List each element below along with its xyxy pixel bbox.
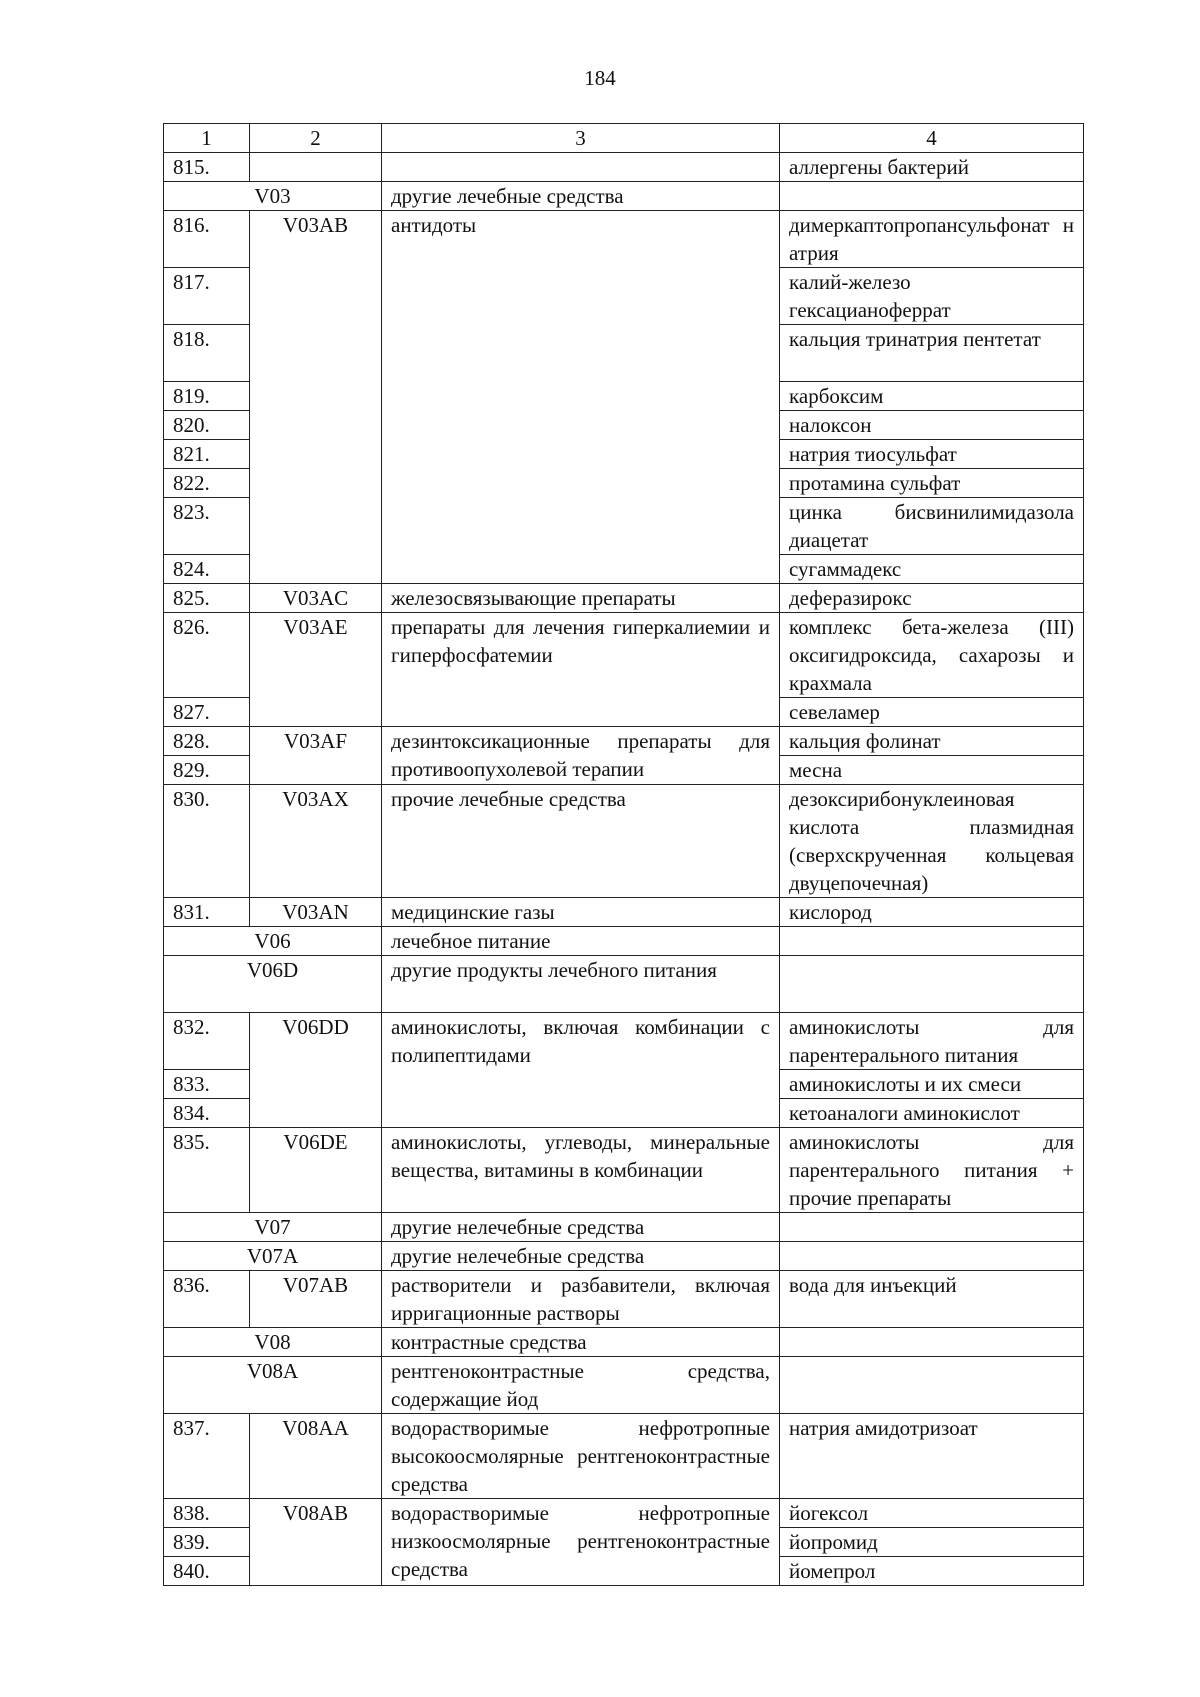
group-row (164, 182, 1084, 211)
drug-name-cell: протамина сульфат (780, 469, 1084, 498)
drug-name-cell (780, 1328, 1084, 1357)
drug-name-cell: йогексол (780, 1499, 1084, 1528)
page-number: 184 (584, 66, 616, 90)
table-row (164, 584, 1084, 613)
row-number: 836. (164, 1271, 250, 1328)
atc-code-cell (250, 153, 382, 182)
table-header-row (164, 124, 1084, 153)
drug-name-cell: месна (780, 756, 1084, 785)
row-number: 827. (164, 698, 250, 727)
drug-name-cell: кальция фолинат (780, 727, 1084, 756)
row-number: 838. (164, 1499, 250, 1528)
column-header: 1 (164, 124, 250, 153)
group-name-cell: растворители и разбавители, включая ирригационные растворы (382, 1271, 780, 1328)
row-number: 839. (164, 1528, 250, 1557)
row-number: 835. (164, 1128, 250, 1213)
row-number: 823. (164, 498, 250, 555)
group-name-cell: прочие лечебные средства (382, 785, 780, 898)
atc-code-cell: V08A (164, 1357, 382, 1414)
drug-name-cell: димеркаптопропансульфонат натрия (780, 211, 1084, 268)
row-number: 822. (164, 469, 250, 498)
drug-name-cell (780, 927, 1084, 956)
row-number: 829. (164, 756, 250, 785)
drug-name-cell: калий-железо гексацианоферрат (780, 268, 1084, 325)
column-header: 4 (780, 124, 1084, 153)
group-name-cell: железосвязывающие препараты (382, 584, 780, 613)
atc-code-cell: V08AA (250, 1414, 382, 1499)
group-name-cell: другие нелечебные средства (382, 1213, 780, 1242)
row-number: 834. (164, 1099, 250, 1128)
atc-code-cell: V06 (164, 927, 382, 956)
drug-table (163, 123, 1084, 1586)
group-name-cell: аминокислоты, включая комбинации с полипептидами (382, 1013, 780, 1128)
table-row (164, 1128, 1084, 1213)
table-row (164, 211, 1084, 268)
group-row (164, 1242, 1084, 1271)
drug-name-cell: кетоаналоги аминокислот (780, 1099, 1084, 1128)
drug-name-cell (780, 1242, 1084, 1271)
group-name-cell: водорастворимые нефротропные высокоосмолярные рентгеноконтрастные средства (382, 1414, 780, 1499)
row-number: 837. (164, 1414, 250, 1499)
group-name-cell: медицинские газы (382, 898, 780, 927)
drug-name-cell: аминокислоты для парентерального питания + прочие препараты (780, 1128, 1084, 1213)
atc-code-cell: V03AN (250, 898, 382, 927)
group-name-cell: водорастворимые нефротропные низкоосмолярные рентгеноконтрастные средства (382, 1499, 780, 1586)
drug-name-cell: аллергены бактерий (780, 153, 1084, 182)
row-number: 832. (164, 1013, 250, 1070)
group-row (164, 956, 1084, 1013)
atc-code-cell: V03AC (250, 584, 382, 613)
group-name-cell: дезинтоксикационные препараты для противоопухолевой терапии (382, 727, 780, 785)
drug-name-cell: деферазирокс (780, 584, 1084, 613)
atc-code-cell: V06DE (250, 1128, 382, 1213)
atc-code-cell: V03 (164, 182, 382, 211)
drug-name-cell (780, 182, 1084, 211)
drug-name-cell: натрия тиосульфат (780, 440, 1084, 469)
drug-name-cell: кальция тринатрия пентетат (780, 325, 1084, 382)
atc-code-cell: V07A (164, 1242, 382, 1271)
row-number: 833. (164, 1070, 250, 1099)
drug-name-cell: йомепрол (780, 1557, 1084, 1586)
row-number: 824. (164, 555, 250, 584)
column-header: 3 (382, 124, 780, 153)
table-row (164, 613, 1084, 698)
group-row (164, 927, 1084, 956)
drug-name-cell (780, 1213, 1084, 1242)
group-name-cell: другие лечебные средства (382, 182, 780, 211)
group-name-cell: другие продукты лечебного питания (382, 956, 780, 1013)
drug-name-cell: кислород (780, 898, 1084, 927)
drug-name-cell: севеламер (780, 698, 1084, 727)
atc-code-cell: V08 (164, 1328, 382, 1357)
drug-name-cell: комплекс бета-железа (III) оксигидроксида, сахарозы и крахмала (780, 613, 1084, 698)
row-number: 826. (164, 613, 250, 698)
group-name-cell: контрастные средства (382, 1328, 780, 1357)
table-row (164, 785, 1084, 898)
atc-code-cell: V07 (164, 1213, 382, 1242)
row-number: 817. (164, 268, 250, 325)
drug-name-cell: карбоксим (780, 382, 1084, 411)
drug-name-cell: вода для инъекций (780, 1271, 1084, 1328)
atc-code-cell: V07AB (250, 1271, 382, 1328)
atc-code-cell: V03AE (250, 613, 382, 727)
drug-name-cell: натрия амидотризоат (780, 1414, 1084, 1499)
group-name-cell: лечебное питание (382, 927, 780, 956)
group-row (164, 1328, 1084, 1357)
group-name-cell: другие нелечебные средства (382, 1242, 780, 1271)
row-number: 830. (164, 785, 250, 898)
group-name-cell: препараты для лечения гиперкалиемии и гиперфосфатемии (382, 613, 780, 727)
drug-name-cell (780, 1357, 1084, 1414)
row-number: 825. (164, 584, 250, 613)
group-name-cell (382, 153, 780, 182)
group-name-cell: аминокислоты, углеводы, минеральные вещества, витамины в комбинации (382, 1128, 780, 1213)
row-number: 831. (164, 898, 250, 927)
drug-name-cell: аминокислоты для парентерального питания (780, 1013, 1084, 1070)
atc-code-cell: V06DD (250, 1013, 382, 1128)
drug-name-cell: аминокислоты и их смеси (780, 1070, 1084, 1099)
atc-code-cell: V08AB (250, 1499, 382, 1586)
atc-code-cell: V03AF (250, 727, 382, 785)
table-row (164, 153, 1084, 182)
drug-name-cell: цинка бисвинилимидазола диацетат (780, 498, 1084, 555)
column-header: 2 (250, 124, 382, 153)
group-name-cell: антидоты (382, 211, 780, 584)
row-number: 816. (164, 211, 250, 268)
drug-name-cell: йопромид (780, 1528, 1084, 1557)
drug-name-cell: дезоксирибонуклеиновая кислота плазмидная (сверхскрученная кольцевая двуцепочечная) (780, 785, 1084, 898)
drug-name-cell: налоксон (780, 411, 1084, 440)
group-row (164, 1213, 1084, 1242)
row-number: 821. (164, 440, 250, 469)
table-row (164, 898, 1084, 927)
row-number: 818. (164, 325, 250, 382)
table-row (164, 1013, 1084, 1070)
atc-code-cell: V06D (164, 956, 382, 1013)
table-row (164, 727, 1084, 756)
row-number: 815. (164, 153, 250, 182)
drug-name-cell (780, 956, 1084, 1013)
row-number: 820. (164, 411, 250, 440)
table-row (164, 1414, 1084, 1499)
group-name-cell: рентгеноконтрастные средства, содержащие йод (382, 1357, 780, 1414)
atc-code-cell: V03AB (250, 211, 382, 584)
row-number: 828. (164, 727, 250, 756)
atc-code-cell: V03AX (250, 785, 382, 898)
table-row (164, 1271, 1084, 1328)
row-number: 840. (164, 1557, 250, 1586)
drug-name-cell: сугаммадекс (780, 555, 1084, 584)
group-row (164, 1357, 1084, 1414)
row-number: 819. (164, 382, 250, 411)
table-row (164, 1499, 1084, 1528)
